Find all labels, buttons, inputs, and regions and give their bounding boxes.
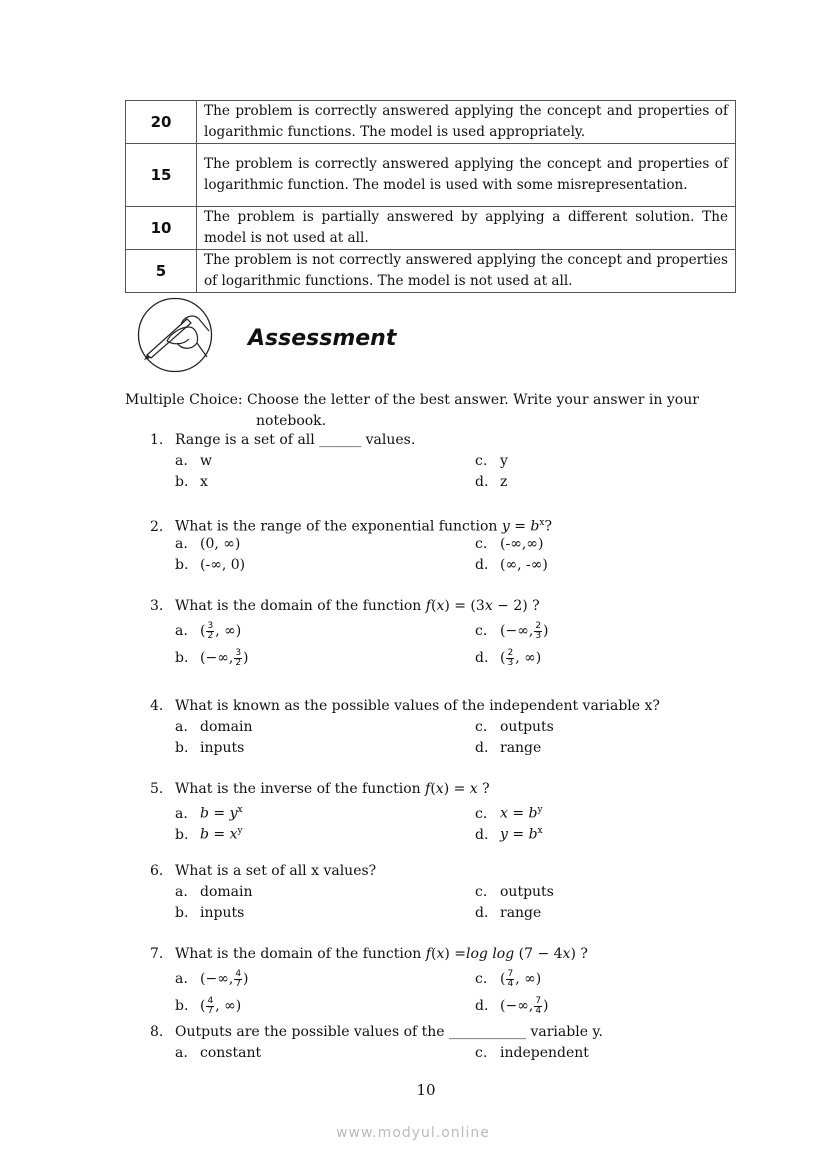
- text-run: ) = (3: [444, 598, 485, 614]
- option-letter: b.: [175, 826, 189, 843]
- answer-option[interactable]: [475, 821, 543, 846]
- option-letter: b.: [175, 557, 189, 573]
- superscript: x: [539, 518, 545, 528]
- text-run: , ∞): [215, 998, 242, 1014]
- fraction: [534, 997, 542, 1016]
- rubric-row: [126, 250, 736, 293]
- option-letter: c.: [475, 719, 488, 735]
- question-text: [150, 696, 790, 717]
- rubric-description: The problem is not correctly answered applying the concept and properties of logarithmic functions. The model is not used at all.: [197, 250, 736, 293]
- instructions-line: notebook.: [256, 413, 327, 429]
- text-run: What is the domain of the function: [175, 946, 426, 962]
- answer-option[interactable]: [175, 903, 244, 924]
- text-run: (: [200, 623, 206, 639]
- math-variable: f: [425, 781, 431, 797]
- answer-option[interactable]: [175, 451, 212, 472]
- rubric-row: [126, 207, 736, 250]
- instructions-line: Multiple Choice: Choose the letter of the best answer. Write your answer in your: [125, 392, 699, 408]
- answer-option[interactable]: [175, 621, 241, 642]
- option-letter: c.: [475, 623, 488, 639]
- denominator: 3: [535, 630, 542, 641]
- text-run: (−∞,: [200, 650, 234, 666]
- answer-option[interactable]: [175, 472, 208, 493]
- text-run: outputs: [500, 884, 554, 900]
- option-letter: d.: [475, 905, 489, 921]
- option-letter: a.: [175, 971, 188, 987]
- question: [150, 430, 790, 490]
- superscript: y: [237, 826, 243, 836]
- math-variable: x: [229, 826, 238, 843]
- answer-option[interactable]: [175, 821, 243, 846]
- text-run: constant: [200, 1045, 262, 1061]
- rubric-row: [126, 101, 736, 144]
- answer-option[interactable]: [175, 738, 244, 759]
- text-run: w: [200, 453, 212, 469]
- option-letter: c.: [475, 971, 488, 987]
- option-letter: a.: [175, 884, 188, 900]
- question-number: 2.: [150, 518, 164, 535]
- answer-option[interactable]: [475, 648, 541, 669]
- text-run: inputs: [200, 905, 245, 921]
- numerator: 3: [207, 620, 214, 631]
- text-run: =: [208, 805, 230, 822]
- watermark: www.modyul.online: [336, 1125, 490, 1141]
- text-run: (7 − 4: [514, 946, 563, 962]
- question: [150, 944, 790, 1016]
- question-text: [150, 430, 790, 451]
- fraction: [534, 622, 542, 641]
- numerator: 2: [507, 647, 514, 658]
- text-run: (∞, -∞): [500, 557, 548, 573]
- option-letter: c.: [475, 1045, 488, 1061]
- text-run: What is a set of all x values?: [175, 863, 377, 879]
- text-run: (: [500, 971, 506, 987]
- text-run: , ∞): [215, 623, 242, 639]
- text-run: What is the inverse of the function: [175, 781, 426, 797]
- text-run: ) =: [444, 946, 466, 962]
- superscript: y: [537, 805, 543, 815]
- math-variable: x: [500, 805, 508, 822]
- answer-option[interactable]: [175, 882, 253, 903]
- answer-option[interactable]: [475, 555, 548, 576]
- text-run: ): [543, 998, 549, 1014]
- hand-writing-icon: [137, 297, 213, 373]
- text-run: (-∞, 0): [200, 557, 246, 573]
- math-variable: x: [435, 781, 444, 797]
- question: [150, 596, 790, 668]
- rubric-score: 10: [126, 207, 197, 250]
- answer-option[interactable]: [175, 555, 245, 576]
- numerator: 7: [535, 995, 542, 1006]
- superscript: x: [537, 826, 543, 836]
- text-run: ): [243, 971, 249, 987]
- question-text: [150, 596, 790, 617]
- question: [150, 779, 790, 843]
- text-run: ) =: [443, 781, 470, 797]
- answer-option[interactable]: [475, 1043, 589, 1064]
- text-run: Outputs are the possible values of the ___________ variable y.: [175, 1024, 603, 1040]
- option-letter: a.: [175, 453, 188, 469]
- math-variable: f: [425, 946, 431, 962]
- option-letter: d.: [475, 740, 489, 756]
- option-letter: b.: [175, 650, 189, 666]
- text-run: ) ?: [570, 946, 588, 962]
- text-run: (: [200, 998, 206, 1014]
- rubric-description: The problem is correctly answered applying the concept and properties of logarithmic function. The model is used with some misrepresentation.: [197, 144, 736, 207]
- question: [150, 696, 790, 756]
- option-letter: b.: [175, 740, 189, 756]
- math-variable: x: [436, 946, 445, 962]
- fraction: [506, 970, 514, 989]
- answer-option[interactable]: [475, 472, 507, 493]
- answer-option[interactable]: [475, 882, 554, 903]
- question-number: 3.: [150, 598, 164, 614]
- answer-option[interactable]: [475, 717, 554, 738]
- answer-option[interactable]: [175, 969, 249, 990]
- text-run: domain: [200, 884, 253, 900]
- option-letter: d.: [475, 557, 489, 573]
- answer-option[interactable]: [475, 969, 541, 990]
- question-number: 7.: [150, 946, 164, 962]
- rubric-row: [126, 144, 736, 207]
- numerator: 3: [235, 647, 242, 658]
- text-run: ?: [544, 518, 552, 535]
- question-number: 5.: [150, 781, 164, 797]
- question: [150, 1022, 790, 1061]
- question-number: 1.: [150, 432, 164, 448]
- text-run: ): [543, 623, 549, 639]
- math-variable: b: [528, 826, 538, 843]
- text-run: What is the domain of the function: [175, 598, 426, 614]
- text-run: (0, ∞): [200, 536, 241, 552]
- math-variable: y: [229, 805, 238, 822]
- option-letter: b.: [175, 474, 189, 490]
- denominator: 2: [207, 630, 214, 641]
- option-letter: a.: [175, 1045, 188, 1061]
- text-run: (: [500, 650, 506, 666]
- option-letter: a.: [175, 805, 188, 822]
- math-variable: x: [484, 598, 493, 614]
- option-letter: b.: [175, 905, 189, 921]
- answer-option[interactable]: [175, 996, 241, 1017]
- text-run: y: [500, 453, 508, 469]
- math-variable: f: [425, 598, 431, 614]
- text-run: inputs: [200, 740, 245, 756]
- text-run: ): [243, 650, 249, 666]
- text-run: z: [500, 474, 508, 490]
- text-run: (−∞,: [500, 623, 534, 639]
- text-run: (: [430, 946, 437, 962]
- text-run: − 2) ?: [492, 598, 540, 614]
- denominator: 7: [235, 978, 242, 989]
- numerator: 4: [235, 968, 242, 979]
- text-run: ?: [477, 781, 490, 797]
- option-letter: a.: [175, 719, 188, 735]
- rubric-score: 20: [126, 101, 197, 144]
- question-text: [150, 1022, 790, 1043]
- fraction: [506, 649, 514, 668]
- numerator: 7: [507, 968, 514, 979]
- question-text: [150, 513, 790, 534]
- rubric-description: The problem is correctly answered applying the concept and properties of logarithmic functions. The model is used appropriately.: [197, 101, 736, 144]
- question: [150, 513, 790, 573]
- question-number: 4.: [150, 698, 164, 714]
- option-letter: c.: [475, 884, 488, 900]
- option-letter: a.: [175, 623, 188, 639]
- text-run: range: [500, 905, 542, 921]
- scoring-rubric-table: [125, 100, 736, 293]
- option-letter: d.: [475, 650, 489, 666]
- answer-option[interactable]: [475, 621, 549, 642]
- denominator: 4: [535, 1005, 542, 1016]
- question-number: 8.: [150, 1024, 164, 1040]
- text-run: (−∞,: [200, 971, 234, 987]
- math-variable: log log: [466, 946, 515, 962]
- text-run: =: [509, 518, 531, 535]
- text-run: (: [430, 598, 437, 614]
- page-number: 10: [416, 1081, 436, 1099]
- option-letter: d.: [475, 474, 489, 490]
- text-run: =: [507, 826, 529, 843]
- fraction: [206, 997, 214, 1016]
- question-number: 6.: [150, 863, 164, 879]
- math-variable: b: [200, 826, 209, 843]
- answer-option[interactable]: [475, 903, 541, 924]
- denominator: 4: [507, 978, 514, 989]
- question: [150, 861, 790, 921]
- answer-option[interactable]: [475, 534, 543, 555]
- answer-option[interactable]: [175, 648, 249, 669]
- text-run: x: [200, 474, 208, 490]
- option-letter: d.: [475, 998, 489, 1014]
- fraction: [234, 970, 242, 989]
- math-variable: x: [562, 946, 571, 962]
- option-letter: b.: [175, 998, 189, 1014]
- superscript: x: [237, 805, 243, 815]
- math-variable: b: [530, 518, 540, 535]
- option-letter: d.: [475, 826, 489, 843]
- section-title: Assessment: [248, 326, 397, 351]
- math-variable: b: [528, 805, 538, 822]
- numerator: 4: [207, 995, 214, 1006]
- instructions: [125, 390, 775, 432]
- answer-option[interactable]: [175, 1043, 261, 1064]
- math-variable: y: [501, 518, 510, 535]
- rubric-score: 5: [126, 250, 197, 293]
- text-run: Range is a set of all ______ values.: [175, 432, 416, 448]
- denominator: 2: [235, 657, 242, 668]
- text-run: range: [500, 740, 542, 756]
- math-variable: x: [469, 781, 478, 797]
- text-run: =: [208, 826, 230, 843]
- question-text: [150, 779, 790, 800]
- question-text: [150, 861, 790, 882]
- text-run: , ∞): [515, 650, 542, 666]
- text-run: =: [507, 805, 529, 822]
- answer-option[interactable]: [475, 996, 549, 1017]
- numerator: 2: [535, 620, 542, 631]
- text-run: (-∞,∞): [500, 536, 544, 552]
- answer-option[interactable]: [475, 451, 508, 472]
- option-letter: a.: [175, 536, 188, 552]
- text-run: What is the range of the exponential function: [175, 518, 502, 535]
- text-run: , ∞): [515, 971, 542, 987]
- rubric-description: The problem is partially answered by applying a different solution. The model is not used at all.: [197, 207, 736, 250]
- answer-option[interactable]: [475, 738, 541, 759]
- text-run: (−∞,: [500, 998, 534, 1014]
- denominator: 3: [507, 657, 514, 668]
- option-letter: c.: [475, 453, 488, 469]
- option-letter: c.: [475, 536, 488, 552]
- text-run: independent: [500, 1045, 589, 1061]
- text-run: outputs: [500, 719, 554, 735]
- math-variable: y: [500, 826, 508, 843]
- answer-option[interactable]: [175, 534, 240, 555]
- answer-option[interactable]: [175, 717, 253, 738]
- question-text: [150, 944, 790, 965]
- text-run: domain: [200, 719, 253, 735]
- fraction: [206, 622, 214, 641]
- denominator: 7: [207, 1005, 214, 1016]
- fraction: [234, 649, 242, 668]
- text-run: (: [430, 781, 436, 797]
- math-variable: b: [200, 805, 209, 822]
- rubric-score: 15: [126, 144, 197, 207]
- math-variable: x: [436, 598, 445, 614]
- text-run: What is known as the possible values of the independent variable x?: [175, 698, 660, 714]
- option-letter: c.: [475, 805, 488, 822]
